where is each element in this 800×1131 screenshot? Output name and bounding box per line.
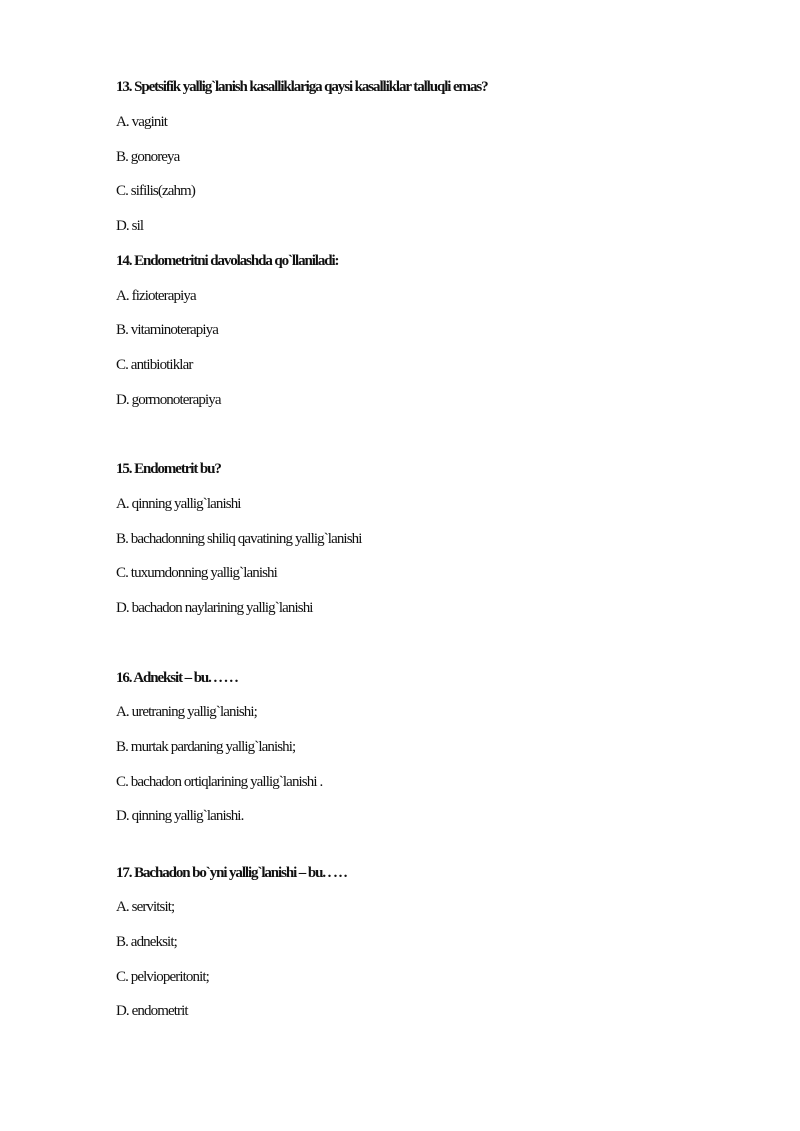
question-13-option-d: D. sil [116, 218, 144, 234]
question-14: 14. Endometritni davolashda qo`llaniladi: [116, 253, 339, 269]
question-16: 16. Adneksit – bu. . . . . . [116, 670, 238, 686]
question-13-option-c: C. sifilis(zahm) [116, 183, 195, 199]
question-17-option-c: C. pelvioperitonit; [116, 969, 209, 985]
question-16-option-b: B. murtak pardaning yallig`lanishi; [116, 739, 296, 755]
question-17: 17. Bachadon bo`yni yallig`lanishi – bu. . … [116, 865, 347, 881]
question-15-option-a: A. qinning yallig`lanishi [116, 496, 241, 512]
question-16-option-d: D. qinning yallig`lanishi. [116, 808, 244, 824]
question-13-option-b: B. gonoreya [116, 149, 180, 165]
question-15: 15. Endometrit bu? [116, 461, 221, 477]
question-17-option-a: A. servitsit; [116, 899, 175, 915]
question-17-option-d: D. endometrit [116, 1003, 188, 1019]
question-13: 13. Spetsifik yallig`lanish kasalliklariga qaysi kasalliklar talluqli emas? [116, 79, 488, 95]
question-13-option-a: A. vaginit [116, 114, 167, 130]
question-15-option-b: B. bachadonning shiliq qavatining yallig`lanishi [116, 531, 362, 547]
question-14-option-a: A. fizioterapiya [116, 288, 196, 304]
question-14-option-b: B. vitaminoterapiya [116, 322, 219, 338]
question-16-option-c: C. bachadon ortiqlarining yallig`lanishi . [116, 774, 323, 790]
question-16-option-a: A. uretraning yallig`lanishi; [116, 704, 257, 720]
question-15-option-c: C. tuxumdonning yallig`lanishi [116, 565, 277, 581]
question-17-option-b: B. adneksit; [116, 934, 177, 950]
question-14-option-d: D. gormonoterapiya [116, 392, 221, 408]
question-15-option-d: D. bachadon naylarining yallig`lanishi [116, 600, 313, 616]
question-14-option-c: C. antibiotiklar [116, 357, 193, 373]
